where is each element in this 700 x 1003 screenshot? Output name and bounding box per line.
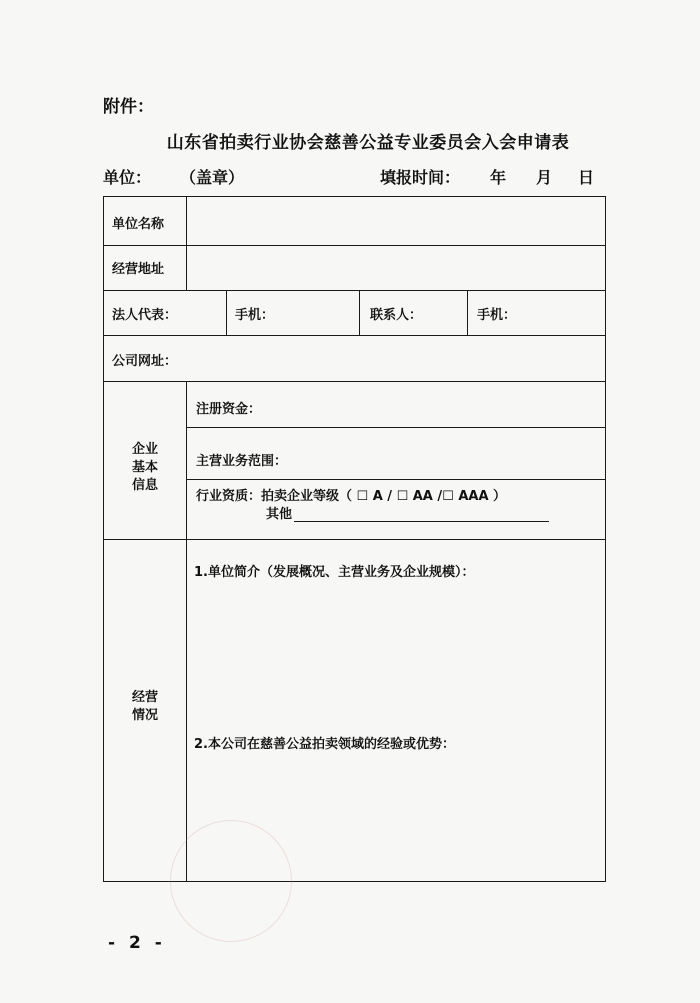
row-divider xyxy=(186,479,605,480)
col-divider xyxy=(186,197,187,290)
row-divider xyxy=(104,539,605,540)
operation-section-label: 经营 情况 xyxy=(131,690,158,723)
basic-info-section-label: 企业 基本 信息 xyxy=(131,442,158,493)
mobile-label-1: 手机： xyxy=(235,308,275,323)
row-divider xyxy=(104,335,605,336)
application-form-table xyxy=(103,196,606,882)
unit-name-field[interactable] xyxy=(188,199,602,243)
unit-name-label: 单位名称 xyxy=(112,217,165,232)
page-number: - 2 - xyxy=(108,933,166,953)
intro-prompt: 1.单位简介（发展概况、主营业务及企业规模）： xyxy=(194,565,475,580)
seal-label: （盖章） xyxy=(180,168,245,187)
unit-label: 单位： xyxy=(103,168,152,187)
row-divider xyxy=(104,245,605,246)
legal-rep-label: 法人代表： xyxy=(112,308,178,323)
row-divider xyxy=(104,290,605,291)
intro-field[interactable] xyxy=(194,583,602,723)
main-business-label: 主营业务范围： xyxy=(196,454,288,469)
other-label: 其他 xyxy=(266,507,293,522)
qualification-label: 行业资质：拍卖企业等级（ ☐ A / ☐ AA /☐ AAA ） xyxy=(196,489,507,504)
website-field[interactable] xyxy=(194,337,602,379)
experience-prompt: 2.本公司在慈善公益拍卖领域的经验或优势： xyxy=(194,737,455,752)
website-label: 公司网址： xyxy=(112,354,178,369)
other-input-line[interactable] xyxy=(294,507,549,522)
day-label: 日 xyxy=(578,168,595,187)
attachment-label: 附件： xyxy=(103,97,154,117)
contact-label: 联系人： xyxy=(370,308,423,323)
col-divider xyxy=(226,290,227,335)
col-divider xyxy=(359,290,360,335)
row-divider xyxy=(186,427,605,428)
col-divider xyxy=(186,381,187,881)
mobile-label-2: 手机： xyxy=(477,308,517,323)
business-address-field[interactable] xyxy=(188,247,602,289)
faint-seal-mark xyxy=(170,820,292,942)
form-title: 山东省拍卖行业协会慈善公益专业委员会入会申请表 xyxy=(166,133,570,153)
col-divider xyxy=(467,290,468,335)
month-label: 月 xyxy=(536,168,553,187)
business-address-label: 经营地址 xyxy=(112,262,165,277)
registered-capital-label: 注册资金： xyxy=(196,402,262,417)
year-label: 年 xyxy=(490,168,507,187)
fill-time-label: 填报时间： xyxy=(380,168,461,187)
row-divider xyxy=(104,381,605,382)
other-row xyxy=(266,503,549,522)
